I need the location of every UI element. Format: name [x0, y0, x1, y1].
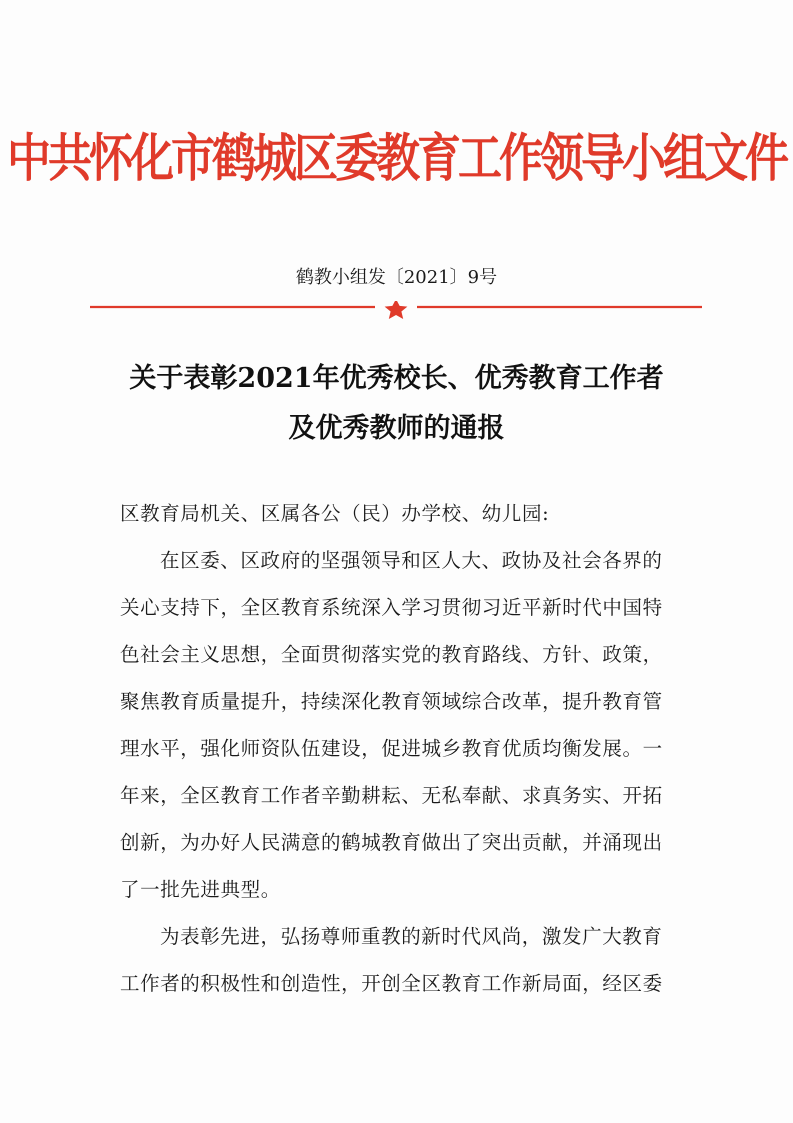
- body-paragraph-line: 工作者的积极性和创造性，开创全区教育工作新局面，经区委: [120, 972, 663, 995]
- body-paragraph-line: 年来，全区教育工作者辛勤耕耘、无私奉献、求真务实、开拓: [120, 784, 663, 807]
- body-paragraph-line: 理水平，强化师资队伍建设，促进城乡教育优质均衡发展。一: [120, 737, 663, 760]
- document-number: 鹤教小组发〔2021〕9号: [295, 267, 498, 288]
- body-paragraph-line: 聚焦教育质量提升，持续深化教育领域综合改革，提升教育管: [120, 690, 663, 713]
- document-title-line-2: 及优秀教师的通报: [288, 413, 505, 444]
- body-paragraph-line: 色社会主义思想，全面贯彻落实党的教育路线、方针、政策，: [120, 643, 663, 666]
- body-paragraph-line: 创新，为办好人民满意的鹤城教育做出了突出贡献，并涌现出: [120, 831, 663, 854]
- salutation: 区教育局机关、区属各公（民）办学校、幼儿园:: [120, 502, 550, 525]
- body-paragraph-line: 在区委、区政府的坚强领导和区人大、政协及社会各界的: [160, 549, 663, 572]
- red-divider: [90, 301, 702, 321]
- body-paragraph-line: 关心支持下，全区教育系统深入学习贯彻习近平新时代中国特: [120, 596, 663, 619]
- star-icon: [385, 301, 408, 319]
- document-title-line-1: 关于表彰2021年优秀校长、优秀教育工作者: [129, 363, 664, 394]
- issuing-authority-header: 中共怀化市鹤城区委教育工作领导小组文件: [7, 128, 786, 189]
- body-paragraph-line: 了一批先进典型。: [120, 878, 281, 901]
- body-paragraph-line: 为表彰先进，弘扬尊师重教的新时代风尚，激发广大教育: [160, 925, 663, 948]
